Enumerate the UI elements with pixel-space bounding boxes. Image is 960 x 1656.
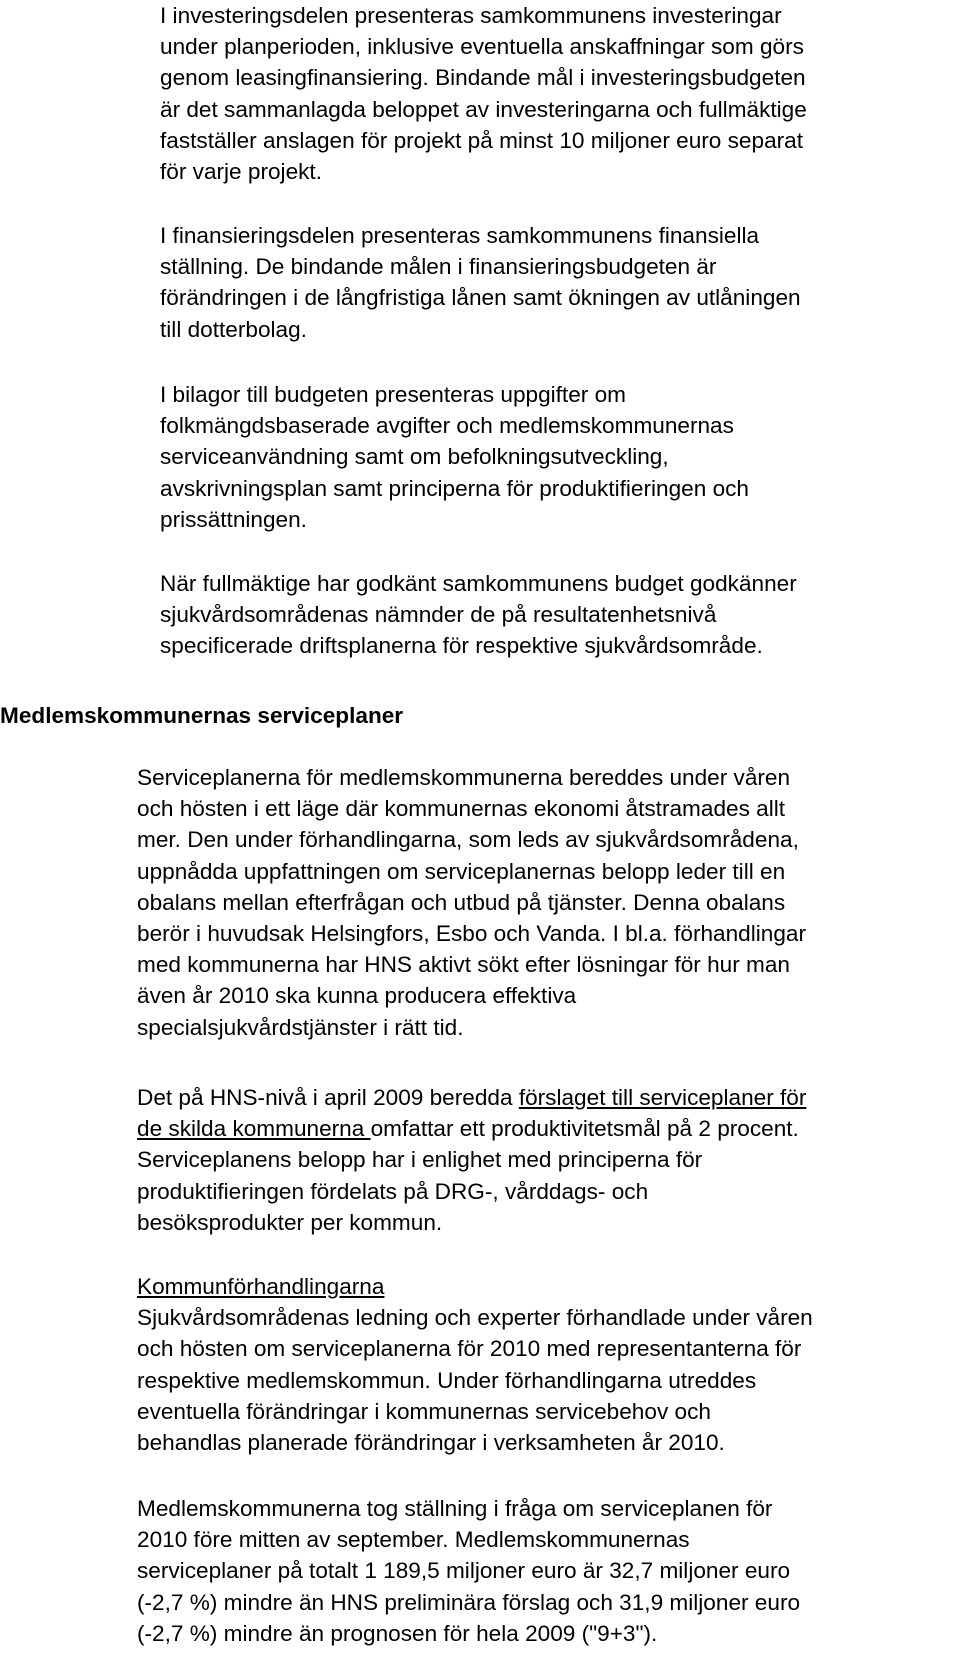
text-line: prissättningen.: [160, 506, 307, 532]
text-line: och hösten i ett läge där kommunernas ekonomi åtstramades allt: [137, 796, 786, 822]
text-line: När fullmäktige har godkänt samkommunens budget godkänner: [160, 571, 797, 596]
hns-proposal-paragraph: [137, 1082, 806, 1238]
text-line: [137, 1082, 806, 1113]
text-line: genom leasingfinansiering. Bindande mål i investeringsbudgeten: [160, 65, 806, 91]
financing-paragraph: [160, 220, 801, 345]
text-line: Serviceplanerna för medlemskommunerna bereddes under våren: [137, 765, 791, 790]
section-heading: Medlemskommunernas serviceplaner: [0, 703, 404, 728]
serviceplan-proposal-link[interactable]: förslaget till serviceplaner för: [518, 1085, 807, 1110]
text-line: med kommunerna har HNS aktivt sökt efter lösningar för hur man: [137, 952, 790, 978]
text-line: behandlas planerade förändringar i verksamheten år 2010.: [137, 1430, 725, 1456]
text-line: uppnådda uppfattningen om serviceplanernas belopp leder till en: [137, 858, 786, 884]
text-line: 2010 före mitten av september. Medlemskommunernas: [137, 1527, 690, 1553]
text-line: Medlemskommunerna tog ställning i fråga om serviceplanen för: [137, 1496, 773, 1521]
text-line: Sjukvårdsområdenas ledning och experter förhandlade under våren: [137, 1305, 813, 1331]
text-line: [137, 1113, 806, 1144]
member-position-paragraph: [137, 1493, 800, 1649]
text-line: ställning. De bindande målen i finansieringsbudgeten är: [160, 254, 717, 280]
text-line: besöksprodukter per kommun.: [137, 1209, 443, 1235]
text-line: specialsjukvårdstjänster i rätt tid.: [137, 1014, 464, 1040]
text-line: eventuella förändringar i kommunernas servicebehov och: [137, 1398, 711, 1424]
negotiations-subheading: Kommunförhandlingarna: [137, 1274, 385, 1299]
text-line: serviceplaner på totalt 1 189,5 miljoner euro är 32,7 miljoner euro: [137, 1558, 791, 1584]
text-segment: Det på HNS-nivå i april 2009 beredda: [137, 1085, 519, 1110]
text-line: respektive medlemskommun. Under förhandlingarna utreddes: [137, 1367, 757, 1393]
text-line: för varje projekt.: [160, 159, 322, 185]
text-line: till dotterbolag.: [160, 316, 307, 342]
text-line: förändringen i de långfristiga lånen samt ökningen av utlåningen: [160, 285, 801, 311]
text-line: är det sammanlagda beloppet av investeringarna och fullmäktige: [160, 96, 807, 122]
text-line: I finansieringsdelen presenteras samkommunens finansiella: [160, 223, 760, 248]
text-line: serviceanvändning samt om befolkningsutveckling,: [160, 444, 669, 470]
appendices-paragraph: [160, 379, 749, 535]
text-line: under planperioden, inklusive eventuella anskaffningar som görs: [160, 34, 804, 60]
text-line: I investeringsdelen presenteras samkommunens investeringar: [160, 3, 782, 28]
text-line: (-2,7 %) mindre än HNS preliminära förslag och 31,9 miljoner euro: [137, 1589, 801, 1615]
text-line: sjukvårdsområdenas nämnder de på resultatenhetsnivå: [160, 602, 717, 628]
serviceplans-paragraph: [137, 762, 806, 1043]
text-line: I bilagor till budgeten presenteras uppgifter om: [160, 382, 626, 407]
text-line: folkmängdsbaserade avgifter och medlemskommunernas: [160, 413, 734, 439]
text-line: Serviceplanens belopp har i enlighet med principerna för: [137, 1147, 703, 1173]
text-segment: omfattar ett produktivitetsmål på 2 procent.: [370, 1116, 799, 1142]
text-line: och hösten om serviceplanerna för 2010 med representanterna för: [137, 1336, 802, 1362]
negotiations-paragraph: [137, 1271, 813, 1458]
approval-paragraph: [160, 568, 797, 662]
text-line: även år 2010 ska kunna producera effektiva: [137, 983, 577, 1009]
text-line: produktifieringen fördelats på DRG-, vårddags- och: [137, 1178, 649, 1204]
text-line: specificerade driftsplanerna för respektive sjukvårdsområde.: [160, 633, 763, 659]
text-line: fastställer anslagen för projekt på minst 10 miljoner euro separat: [160, 127, 803, 153]
serviceplan-proposal-link-cont[interactable]: de skilda kommunerna: [137, 1116, 371, 1142]
text-line: avskrivningsplan samt principerna för produktifieringen och: [160, 475, 749, 501]
investment-paragraph: [160, 0, 807, 187]
text-line: berör i huvudsak Helsingfors, Esbo och Vanda. I bl.a. förhandlingar: [137, 921, 806, 947]
text-line: mer. Den under förhandlingarna, som leds av sjukvårdsområdena,: [137, 827, 799, 853]
text-line: obalans mellan efterfrågan och utbud på tjänster. Denna obalans: [137, 889, 786, 915]
text-line: (-2,7 %) mindre än prognosen för hela 2009 ("9+3").: [137, 1620, 658, 1646]
